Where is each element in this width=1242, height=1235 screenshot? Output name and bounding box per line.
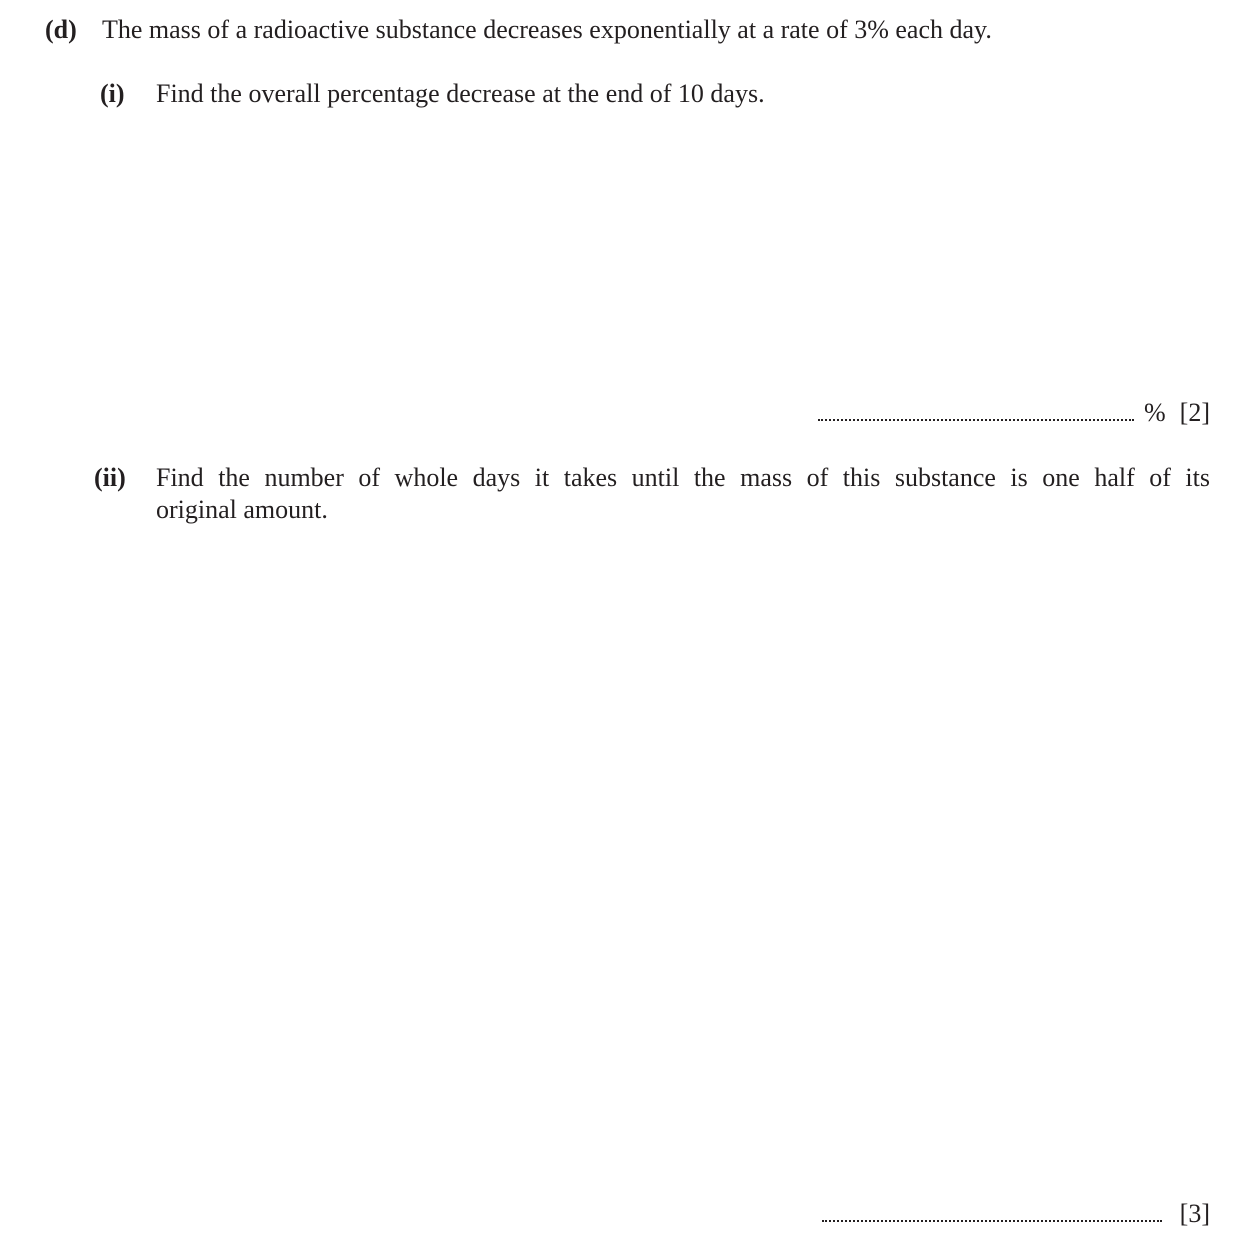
part-ii-question-line2: original amount.: [156, 495, 328, 524]
part-d-label: (d): [45, 15, 77, 44]
part-d-question-text: The mass of a radioactive substance decreases exponentially at a rate of 3% each day.: [102, 15, 992, 44]
part-i-label: (i): [100, 79, 125, 108]
part-i-answer-field[interactable]: [818, 399, 1134, 421]
part-ii-label: (ii): [94, 463, 126, 492]
part-i-answer-line: [818, 397, 1210, 429]
part-ii-answer-line: [822, 1198, 1210, 1230]
part-i-answer-unit: %: [1144, 398, 1166, 427]
part-ii-question-line1: Find the number of whole days it takes until the mass of this substance is one half of its: [156, 463, 1210, 492]
part-ii-answer-field[interactable]: [822, 1200, 1162, 1222]
part-i-question-text: Find the overall percentage decrease at the end of 10 days.: [156, 79, 765, 108]
part-i-marks: [2]: [1179, 398, 1210, 427]
part-ii-marks: [3]: [1179, 1199, 1210, 1228]
part-ii-question-text: [156, 462, 1210, 526]
